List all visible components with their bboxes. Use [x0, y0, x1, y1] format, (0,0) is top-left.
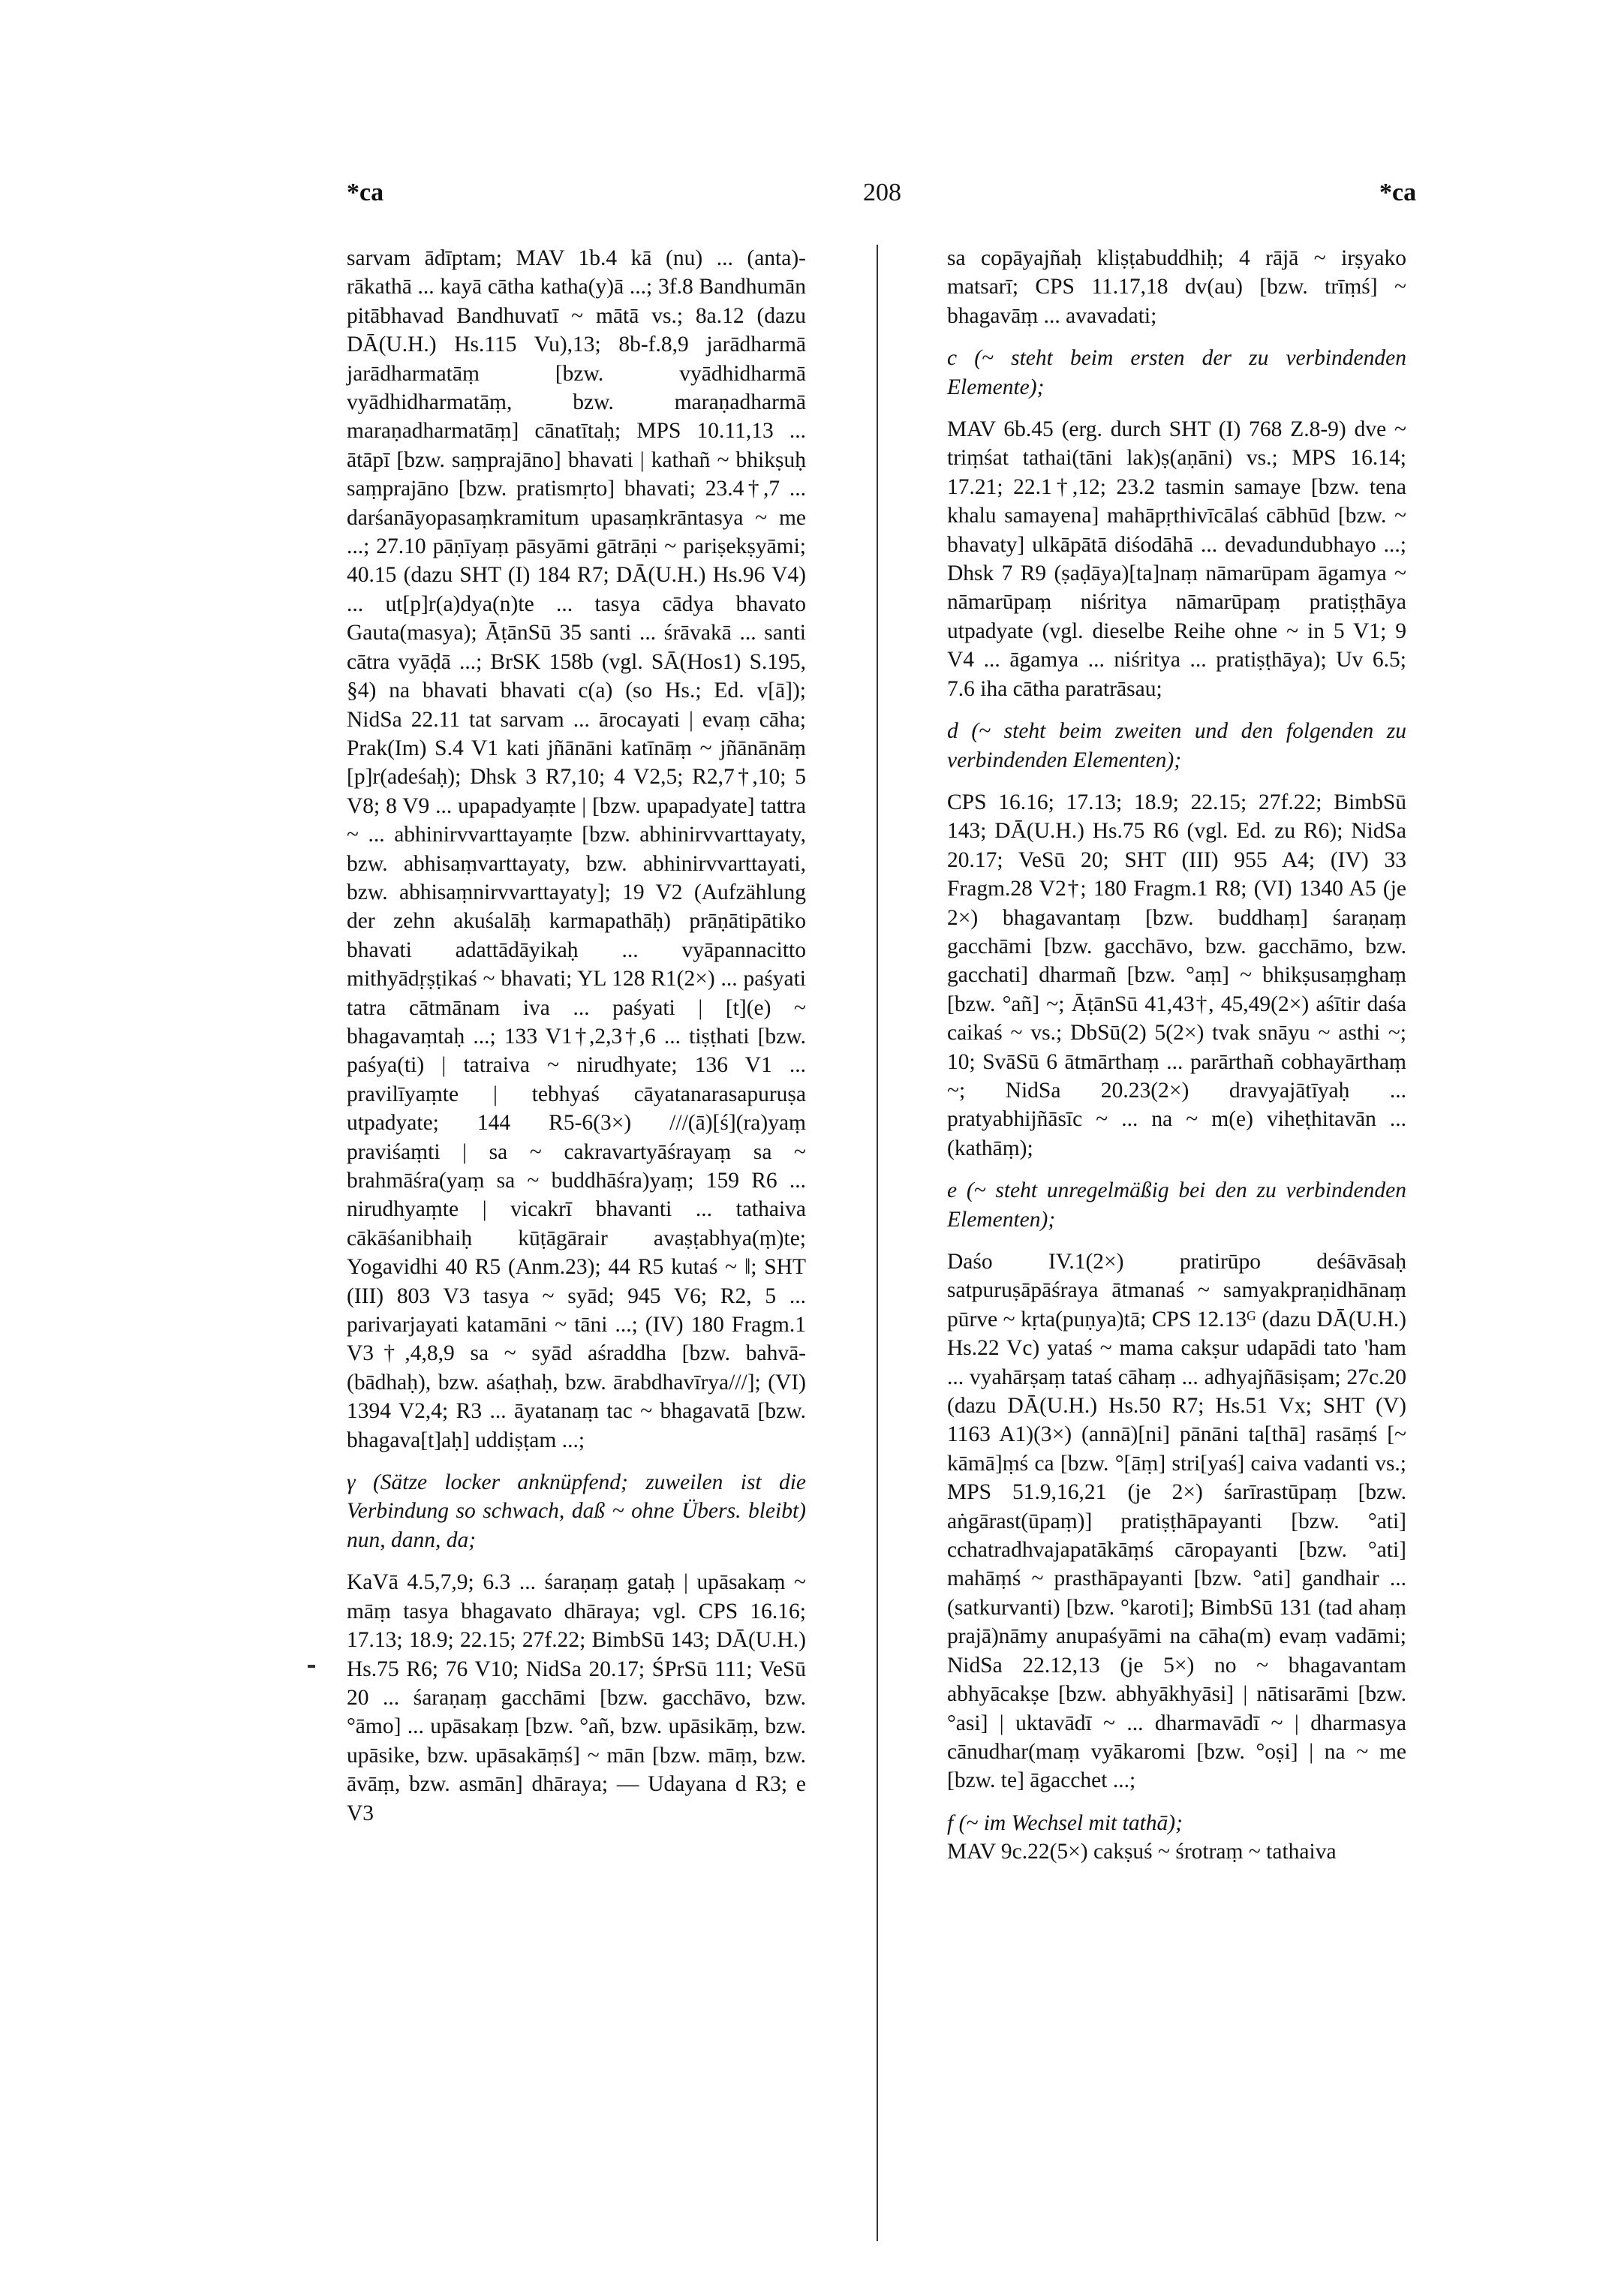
- page-number: 208: [863, 179, 901, 206]
- entry-paragraph: Daśo IV.1(2×) pratirūpo deśāvāsaḥ satpuruṣāpāśraya ātmanaś ~ samyakpraṇidhānaṃ pūrve ~ kṛta(puṇya)tā; CPS 12.13ᴳ (dazu DĀ(U.H.) Hs.22 Vc) yataś ~ mama cakṣur udapādi tato 'ham ... vyahārṣaṃ tataś cāhaṃ ... adhyajñāsiṣam; 27c.20 (dazu DĀ(U.H.) Hs.50 R7; Hs.51 Vx; SHT (V) 1163 A1)(3×) (annā)[ni] pānāni ta[thā] rasāṃś [~ kāmā]ṃś ca [bzw. °[āṃ] stri[yaś] caiva vadanti vs.; MPS 51.9,16,21 (je 2×) śarīrastūpaṃ [bzw. aṅgārast(ūpaṃ)] pratiṣṭhāpayanti [bzw. °ati] cchatradhvajapatākāṃś cāropayanti [bzw. °ati] mahāṃś ~ prasthāpayanti [bzw. °ati] gandhair ... (satkurvanti) [bzw. °karoti]; BimbSū 131 (tad ahaṃ prajā)nāmy anupaśyāmi na cāha(m) evaṃ vadāmi; NidSa 22.12,13 (je 5×) no ~ bhagavantam abhyācakṣe [bzw. abhyākhyāsi] | nātisarāmi [bzw. °asi] | uktavādī ~ ... dharmavādī ~ | dharmasya cānudhar(maṃ vyākaromi [bzw. °oṣi] | na ~ me [bzw. te] āgacchet ...;: [947, 1250, 1406, 1793]
- entry-paragraph: KaVā 4.5,7,9; 6.3 ... śaraṇaṃ gataḥ | upāsakaṃ ~ māṃ tasya bhagavato dhāraya; vgl. CPS 16.16; 17.13; 18.9; 22.15; 27f.22; BimbSū 143; DĀ(U.H.) Hs.75 R6; 76 V10; NidSa 20.17; ŚPrSū 111; VeSū 20 ... śaraṇaṃ gacchāmi [bzw. gacchāvo, bzw. °āmo] ... upāsakaṃ [bzw. °añ, bzw. upāsikāṃ, bzw. upāsike, bzw. upāsakāṃś] ~ mān [bzw. māṃ, bzw. āvāṃ, bzw. asmān] dhāraya; — Udayana d R3; e V3: [347, 1570, 806, 1825]
- section-note-f: f (~ im Wechsel mit tathā);: [947, 1810, 1183, 1835]
- header-left-catchword: *ca: [347, 179, 384, 206]
- entry-paragraph: sa copāyajñaḥ kliṣṭabuddhiḥ; 4 rājā ~ irṣyako matsarī; CPS 11.17,18 dv(au) [bzw. trīṃś] ~ bhagavāṃ ... avavadati;: [947, 246, 1406, 328]
- entry-paragraph: CPS 16.16; 17.13; 18.9; 22.15; 27f.22; BimbSū 143; DĀ(U.H.) Hs.75 R6 (vgl. Ed. zu R6); NidSa 20.17; VeSū 20; SHT (III) 955 A4; (IV) 33 Fragm.28 V2†; 180 Fragm.1 R8; (VI) 1340 A5 (je 2×) bhagavantaṃ [bzw. buddhaṃ] śaraṇaṃ gacchāmi [bzw. gacchāvo, bzw. gacchāmo, bzw. gacchati] dharmañ [bzw. °aṃ] ~ bhikṣusaṃghaṃ [bzw. °añ] ~; ĀṭānSū 41,43†, 45,49(2×) aśītir daśa caikaś ~ vs.; DbSū(2) 5(2×) tvak snāyu ~ asthi ~; 10; SvāSū 6 ātmārthaṃ ... parārthañ cobhayārthaṃ ~; NidSa 20.23(2×) dravyajātīyaḥ ... pratyabhijñāsīc ~ ... na ~ m(e) viheṭhitavān ... (kathāṃ);: [947, 790, 1406, 1160]
- margin-mark: [308, 1665, 315, 1668]
- header-right-catchword: *ca: [1379, 179, 1417, 206]
- entry-paragraph: MAV 9c.22(5×) cakṣuś ~ śrotraṃ ~ tathaiva: [947, 1840, 1337, 1864]
- section-note-d: d (~ steht beim zweiten und den folgenden zu verbindenden Elementen);: [947, 719, 1406, 772]
- section-note-e: e (~ steht unregelmäßig bei den zu verbindenden Elementen);: [947, 1178, 1406, 1232]
- section-note-c: c (~ steht beim ersten der zu verbindenden Elemente);: [947, 346, 1406, 399]
- left-column: [347, 244, 806, 1828]
- page-header: [0, 179, 1624, 224]
- entry-paragraph: sarvam ādīptam; MAV 1b.4 kā (nu) ... (anta)-rākathā ... kayā cātha katha(y)ā ...; 3f.8 Bandhumān pitābhavad Bandhuvatī ~ mātā vs.; 8a.12 (dazu DĀ(U.H.) Hs.115 Vu),13; 8b-f.8,9 jarādharmā jarādharmatāṃ [bzw. vyādhidharmā vyādhidharmatāṃ, bzw. maraṇadharmā maraṇadharmatāṃ] cānatītaḥ; MPS 10.11,13 ... ātāpī [bzw. saṃprajāno] bhavati | kathañ ~ bhikṣuḥ saṃprajāno [bzw. pratismṛto] bhavati; 23.4†,7 ... darśanāyopasaṃkramitum upasaṃkrāntasya ~ me ...; 27.10 pāṇīyaṃ pāsyāmi gātrāṇi ~ pariṣekṣyāmi; 40.15 (dazu SHT (I) 184 R7; DĀ(U.H.) Hs.96 V4) ... ut[p]r(a)dya(n)te ... tasya cādya bhavato Gauta(masya); ĀṭānSū 35 santi ... śrāvakā ... santi cātra vyāḍā ...; BrSK 158b (vgl. SĀ(Hos1) S.195, §4) na bhavati bhavati c(a) (so Hs.; Ed. v[ā]); NidSa 22.11 tat sarvam ... ārocayati | evaṃ cāha; Prak(Im) S.4 V1 kati jñānāni katīnāṃ ~ jñānānāṃ [p]r(adeśaḥ); Dhsk 3 R7,10; 4 V2,5; R2,7†,10; 5 V8; 8 V9 ... upapadyaṃte | [bzw. upapadyate] tattra ~ ... abhinirvvarttayaṃte [bzw. abhinirvvarttayaty, bzw. abhisaṃvarttayaty, bzw. abhinirvvarttayati, bzw. abhisaṃnirvvarttayaty]; 19 V2 (Aufzählung der zehn akuśalāḥ karmapathāḥ) prāṇātipātiko bhavati adattādāyikaḥ ... vyāpannacitto mithyādṛṣṭikaś ~ bhavati; YL 128 R1(2×) ... paśyati tatra cātmānam iva ... paśyati | [t](e) ~ bhagavaṃtaḥ ...; 133 V1†,2,3†,6 ... tiṣṭhati [bzw. paśya(ti) | tatraiva ~ nirudhyate; 136 V1 ... pravilīyaṃte | tebhyaś cāyatanarasapuruṣa utpadyate; 144 R5-6(3×) ///(ā)[ś](ra)yaṃ praviśaṃti | sa ~ cakravartyāśrayaṃ sa ~ brahmāśra(yaṃ sa ~ buddhāśra)yaṃ; 159 R6 ... nirudhyaṃte | vicakrī bhavanti ... tathaiva cākāśanibhaiḥ kūṭāgārair avaṣṭabhya(ṃ)te; Yogavidhi 40 R5 (Anm.23); 44 R5 kutaś ~ ‖; SHT (III) 803 V3 tasya ~ syād; 945 V6; R2, 5 ... parivarjayati katamāni ~ tāni ...; (IV) 180 Fragm.1 V3†,4,8,9 sa ~ syād aśraddha [bzw. bahvā-(bādhaḥ), bzw. aśaṭhaḥ, bzw. ārabdhavīrya///]; (VI) 1394 V2,4; R3 ... āyatanaṃ tac ~ bhagavatā [bzw. bhagava[t]aḥ] uddiṣṭam ...;: [347, 246, 806, 1452]
- column-divider: [877, 245, 878, 2241]
- right-column: [947, 244, 1406, 1867]
- entry-paragraph: MAV 6b.45 (erg. durch SHT (I) 768 Z.8-9) dve ~ triṃśat tathai(tāni lak)ṣ(aṇāni) vs.; MPS 16.14; 17.21; 22.1†,12; 23.2 tasmin samaye [bzw. tena khalu samayena] mahāpṛthivīcālaś cābhūd [bzw. ~ bhavaty] ulkāpātā diśodāhā ... devadundubhayo ...; Dhsk 7 R9 (ṣaḍāya)[ta]naṃ nāmarūpam āgamya ~ nāmarūpaṃ niśritya nāmarūpaṃ pratiṣṭhāya utpadyate (vgl. dieselbe Reihe ohne ~ in 5 V1; 9 V4 ... āgamya ... niśritya ... pratiṣṭhāya); Uv 6.5; 7.6 iha cātha paratrāsau;: [947, 417, 1406, 701]
- section-note-gamma: γ (Sätze locker anknüpfend; zuweilen ist die Verbindung so schwach, daß ~ ohne Übers. bleibt) nun, dann, da;: [347, 1470, 806, 1552]
